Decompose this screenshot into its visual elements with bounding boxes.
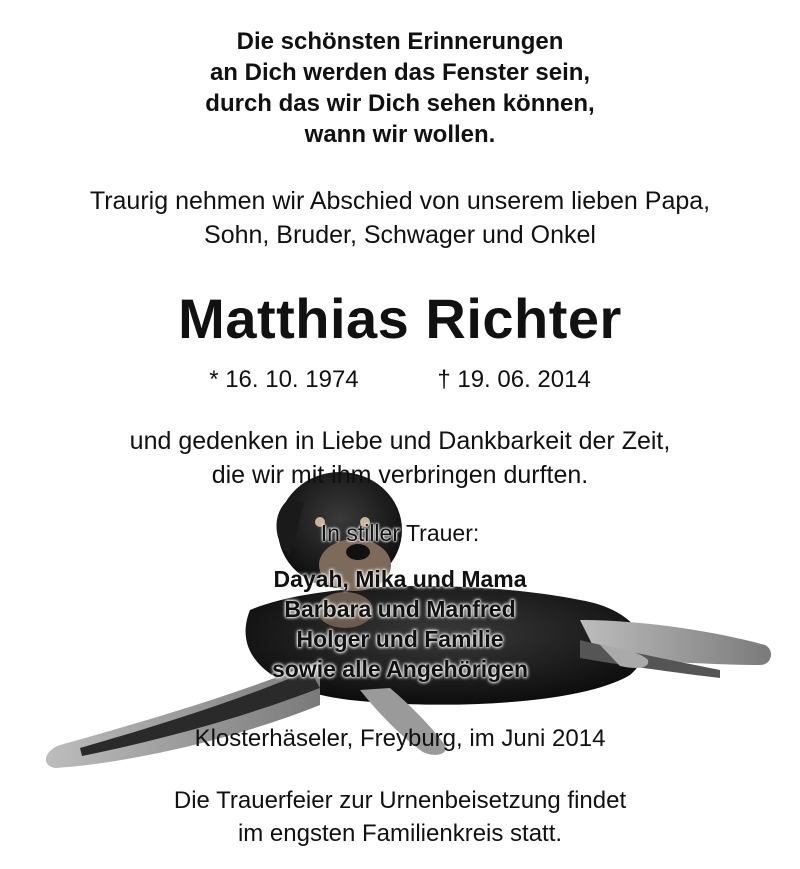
funeral-note-line: im engsten Familienkreis statt. xyxy=(237,820,563,847)
mourner-line: Dayah, Mika und Mama xyxy=(273,566,527,592)
mourners-list xyxy=(0,564,800,684)
birth-date: * 16. 10. 1974 xyxy=(209,366,359,393)
mourner-line: Barbara und Manfred xyxy=(284,596,516,622)
remembrance-line: die wir mit ihm verbringen durften. xyxy=(211,461,589,489)
intro-line: Traurig nehmen wir Abschied von unserem lieben Papa, xyxy=(89,187,711,215)
intro-line: Sohn, Bruder, Schwager und Onkel xyxy=(204,221,596,249)
quote-line: an Dich werden das Fenster sein, xyxy=(209,59,591,86)
mourner-line: Holger und Familie xyxy=(296,626,504,652)
quote-line: wann wir wollen. xyxy=(304,121,496,148)
funeral-note-line: Die Trauerfeier zur Urnenbeisetzung findet xyxy=(173,787,627,814)
mourning-label: In stiller Trauer: xyxy=(320,520,480,546)
memorial-quote xyxy=(0,26,800,150)
remembrance-line: und gedenken in Liebe und Dankbarkeit der Zeit, xyxy=(129,427,671,455)
death-date: † 19. 06. 2014 xyxy=(437,366,591,393)
remembrance-text xyxy=(0,424,800,492)
quote-line: durch das wir Dich sehen können, xyxy=(205,90,595,117)
life-dates xyxy=(0,364,800,396)
quote-line: Die schönsten Erinnerungen xyxy=(236,28,564,55)
place-date: Klosterhäseler, Freyburg, im Juni 2014 xyxy=(194,725,606,752)
mourning-block xyxy=(0,516,800,684)
farewell-intro xyxy=(0,184,800,252)
funeral-note xyxy=(0,784,800,850)
mourner-line: sowie alle Angehörigen xyxy=(271,656,529,682)
deceased-name: Matthias Richter xyxy=(178,287,622,350)
